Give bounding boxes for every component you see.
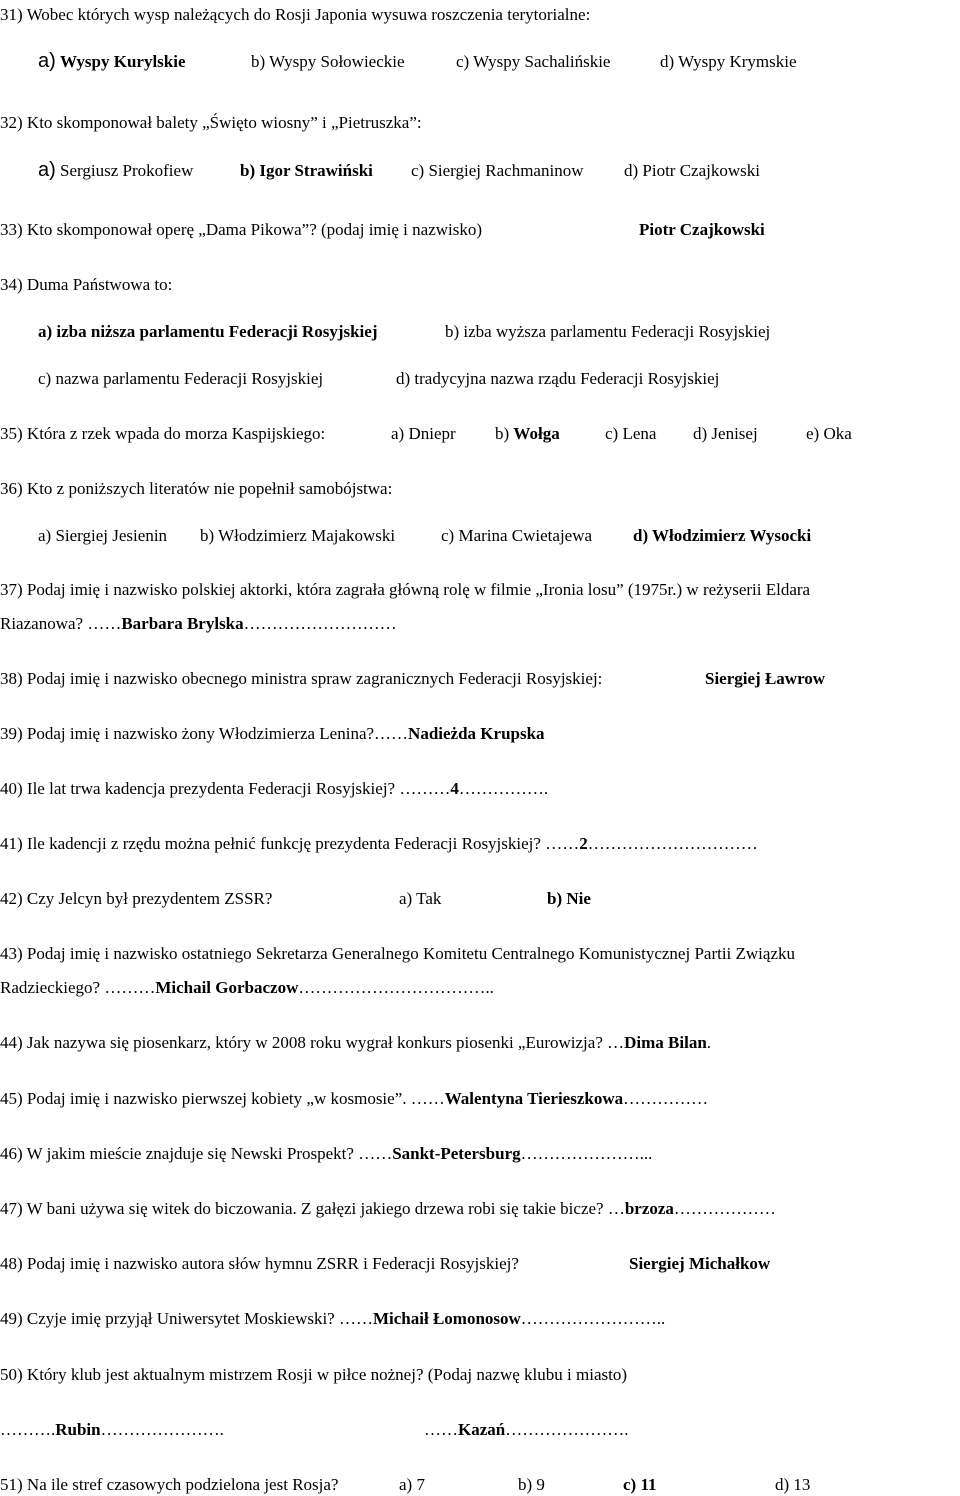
option-marker: a): [38, 159, 56, 181]
question-36: 36) Kto z poniższych literatów nie popełnił samobójstwa:: [0, 479, 393, 498]
answer: Michail Gorbaczow: [155, 978, 299, 997]
q34-correct-answer: a) izba niższa parlamentu Federacji Rosyjskiej: [38, 322, 378, 341]
q38-answer: Siergiej Ławrow: [705, 669, 826, 688]
answer: Kazań: [458, 1420, 506, 1439]
answer: Barbara Brylska: [121, 614, 244, 633]
q32-option-d: d) Piotr Czajkowski: [624, 161, 760, 180]
q36-correct-answer: d) Włodzimierz Wysocki: [633, 526, 812, 545]
q51-correct-answer: c) 11: [623, 1475, 657, 1494]
q51-option-a: a) 7: [399, 1475, 425, 1494]
q43-answer-line: Radzieckiego? ………Michail Gorbaczow……………………………..: [0, 978, 494, 997]
question-40: 40) Ile lat trwa kadencja prezydenta Federacji Rosyjskiej? ………4…………….: [0, 779, 549, 798]
q36-option-a: a) Siergiej Jesienin: [38, 526, 168, 545]
answer: 2: [579, 834, 588, 853]
answer: 4: [450, 779, 459, 798]
answer: brzoza: [624, 1199, 674, 1218]
question-31: 31) Wobec których wysp należących do Rosji Japonia wysuwa roszczenia terytorialne:: [0, 5, 591, 24]
correct-answer: Wołga: [513, 424, 560, 443]
q31-option-c: c) Wyspy Sachalińskie: [456, 52, 611, 71]
question-49: 49) Czyje imię przyjął Uniwersytet Moskiewski? ……Michaił Łomonosow……………………..: [0, 1309, 666, 1328]
question-44: 44) Jak nazywa się piosenkarz, który w 2008 roku wygrał konkurs piosenki „Eurowizja? …Dima Bilan.: [0, 1033, 712, 1052]
q33-answer: Piotr Czajkowski: [639, 220, 765, 239]
q48-answer: Siergiej Michałkow: [629, 1254, 771, 1273]
q50-answer-city: ……Kazań………………….: [424, 1420, 629, 1439]
q32-option-a: a) Sergiusz Prokofiew: [38, 159, 194, 181]
question-33: 33) Kto skomponował operę „Dama Pikowa”? (podaj imię i nazwisko): [0, 220, 483, 239]
question-38: 38) Podaj imię i nazwisko obecnego ministra spraw zagranicznych Federacji Rosyjskiej:: [0, 669, 603, 688]
q34-option-d: d) tradycyjna nazwa rządu Federacji Rosyjskiej: [396, 369, 720, 388]
q35-option-d: d) Jenisej: [693, 424, 758, 443]
question-43: 43) Podaj imię i nazwisko ostatniego Sekretarza Generalnego Komitetu Centralnego Komunistycznej Partii Związku: [0, 944, 795, 963]
question-42: 42) Czy Jelcyn był prezydentem ZSSR?: [0, 889, 273, 908]
answer: Michaił Łomonosow: [372, 1309, 521, 1328]
option-marker: a): [38, 50, 56, 72]
q31-option-b: b) Wyspy Sołowieckie: [251, 52, 405, 71]
answer: Walentyna Tierieszkowa: [444, 1089, 624, 1108]
q50-answer-club: ……….Rubin………………….: [0, 1420, 224, 1439]
q42-correct-answer: b) Nie: [547, 889, 591, 908]
question-32: 32) Kto skomponował balety „Święto wiosny” i „Pietruszka”:: [0, 113, 422, 132]
question-50: 50) Który klub jest aktualnym mistrzem Rosji w piłce nożnej? (Podaj nazwę klubu i miasto): [0, 1365, 627, 1384]
q35-option-e: e) Oka: [806, 424, 852, 443]
q36-option-b: b) Włodzimierz Majakowski: [200, 526, 396, 545]
question-39: 39) Podaj imię i nazwisko żony Włodzimierza Lenina?……Nadieżda Krupska: [0, 724, 545, 743]
q31-answer-a: [38, 50, 186, 73]
answer: Sankt-Petersburg: [392, 1144, 521, 1163]
answer: Dima Bilan: [624, 1033, 707, 1052]
q35-option-b: b) Wołga: [495, 424, 560, 443]
correct-answer: Wyspy Kurylskie: [60, 52, 186, 71]
q32-correct-answer: b) Igor Strawiński: [240, 161, 373, 180]
question-47: 47) W bani używa się witek do biczowania. Z gałęzi jakiego drzewa robi się takie bicze? …brzoza………………: [0, 1199, 776, 1218]
q35-option-c: c) Lena: [605, 424, 657, 443]
q31-option-d: d) Wyspy Krymskie: [660, 52, 797, 71]
question-45: 45) Podaj imię i nazwisko pierwszej kobiety „w kosmosie”. ……Walentyna Tierieszkowa……………: [0, 1089, 709, 1108]
question-46: 46) W jakim mieście znajduje się Newski Prospekt? ……Sankt-Petersburg…………………...: [0, 1144, 653, 1163]
q34-option-c: c) nazwa parlamentu Federacji Rosyjskiej: [38, 369, 324, 388]
question-35: 35) Która z rzek wpada do morza Kaspijskiego:: [0, 424, 326, 443]
q37-answer-line: Riazanowa? ……Barbara Brylska………………………: [0, 614, 397, 633]
q51-option-b: b) 9: [518, 1475, 545, 1494]
q36-option-c: c) Marina Cwietajewa: [441, 526, 593, 545]
q51-option-d: d) 13: [775, 1475, 811, 1494]
q35-option-a: a) Dniepr: [391, 424, 456, 443]
q42-option-a: a) Tak: [399, 889, 442, 908]
question-34: 34) Duma Państwowa to:: [0, 275, 173, 294]
question-51: 51) Na ile stref czasowych podzielona jest Rosja?: [0, 1475, 339, 1494]
question-48: 48) Podaj imię i nazwisko autora słów hymnu ZSRR i Federacji Rosyjskiej?: [0, 1254, 519, 1273]
answer: Rubin: [55, 1420, 101, 1439]
answer: Nadieżda Krupska: [408, 724, 545, 743]
q34-option-b: b) izba wyższa parlamentu Federacji Rosyjskiej: [445, 322, 771, 341]
question-37: 37) Podaj imię i nazwisko polskiej aktorki, która zagrała główną rolę w filmie „Ironia losu” (1975r.) w reżyserii Eldara: [0, 580, 811, 599]
question-41: 41) Ile kadencji z rzędu można pełnić funkcję prezydenta Federacji Rosyjskiej? ……2…………………………: [0, 834, 758, 853]
q32-option-c: c) Siergiej Rachmaninow: [411, 161, 584, 180]
